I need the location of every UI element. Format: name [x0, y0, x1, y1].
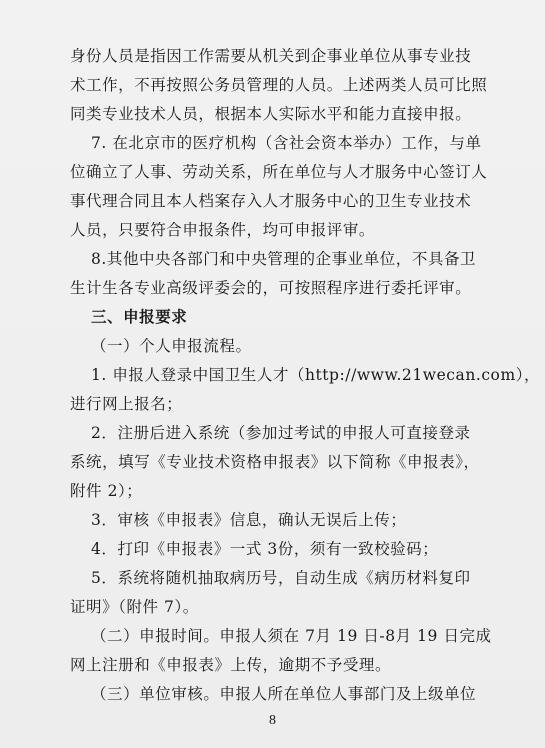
- body-line: 附件 2）；: [70, 482, 143, 500]
- body-line: 系统，填写《专业技术资格申报表》以下简称《申报表》，: [70, 453, 480, 471]
- body-line: 事代理合同且本人档案存入人才服务中心的卫生专业技术: [70, 192, 472, 210]
- subsection-heading: （一）个人申报流程。: [91, 337, 252, 355]
- body-line: 术工作，不再按照公务员管理的人员。上述两类人员可比照: [70, 76, 488, 94]
- step-5: 5．系统将随机抽取病历号，自动生成《病历材料复印: [91, 569, 471, 587]
- section-heading: 三、申报要求: [91, 307, 188, 326]
- step-4: 4．打印《申报表》一式 3份，须有一致校验码；: [91, 540, 439, 558]
- step-1: 1. 申报人登录中国卫生人才（http://www.21wecan.com），: [91, 366, 541, 384]
- body-line: 身份人员是指因工作需要从机关到企事业单位从事专业技: [70, 47, 472, 65]
- body-line: 网上注册和《申报表》上传，逾期不予受理。: [70, 656, 392, 674]
- body-line: 生计生各专业高级评委会的，可按照程序进行委托评审。: [70, 279, 472, 297]
- paragraph-item-8: 8.其他中央各部门和中央管理的企事业单位，不具备卫: [91, 250, 477, 268]
- paragraph-item-7: 7. 在北京市的医疗机构（含社会资本举办）工作，与单: [91, 134, 482, 152]
- body-line: 证明》（附件 7）。: [70, 598, 199, 616]
- page-number: 8: [269, 713, 276, 728]
- body-line: （三）单位审核。申报人所在单位人事部门及上级单位: [91, 685, 477, 703]
- body-line: （二）申报时间。申报人须在 7月 19 日-8月 19 日完成: [91, 627, 492, 645]
- step-2: 2．注册后进入系统（参加过考试的申报人可直接登录: [91, 424, 471, 442]
- body-line: 同类专业技术人员，根据本人实际水平和能力直接申报。: [70, 105, 472, 123]
- body-line: 位确立了人事、劳动关系，所在单位与人才服务中心签订人: [70, 163, 488, 181]
- step-3: 3．审核《申报表》信息，确认无误后上传；: [91, 511, 407, 529]
- body-line: 进行网上报名；: [70, 395, 183, 413]
- body-line: 人员，只要符合申报条件，均可申报评审。: [70, 221, 375, 239]
